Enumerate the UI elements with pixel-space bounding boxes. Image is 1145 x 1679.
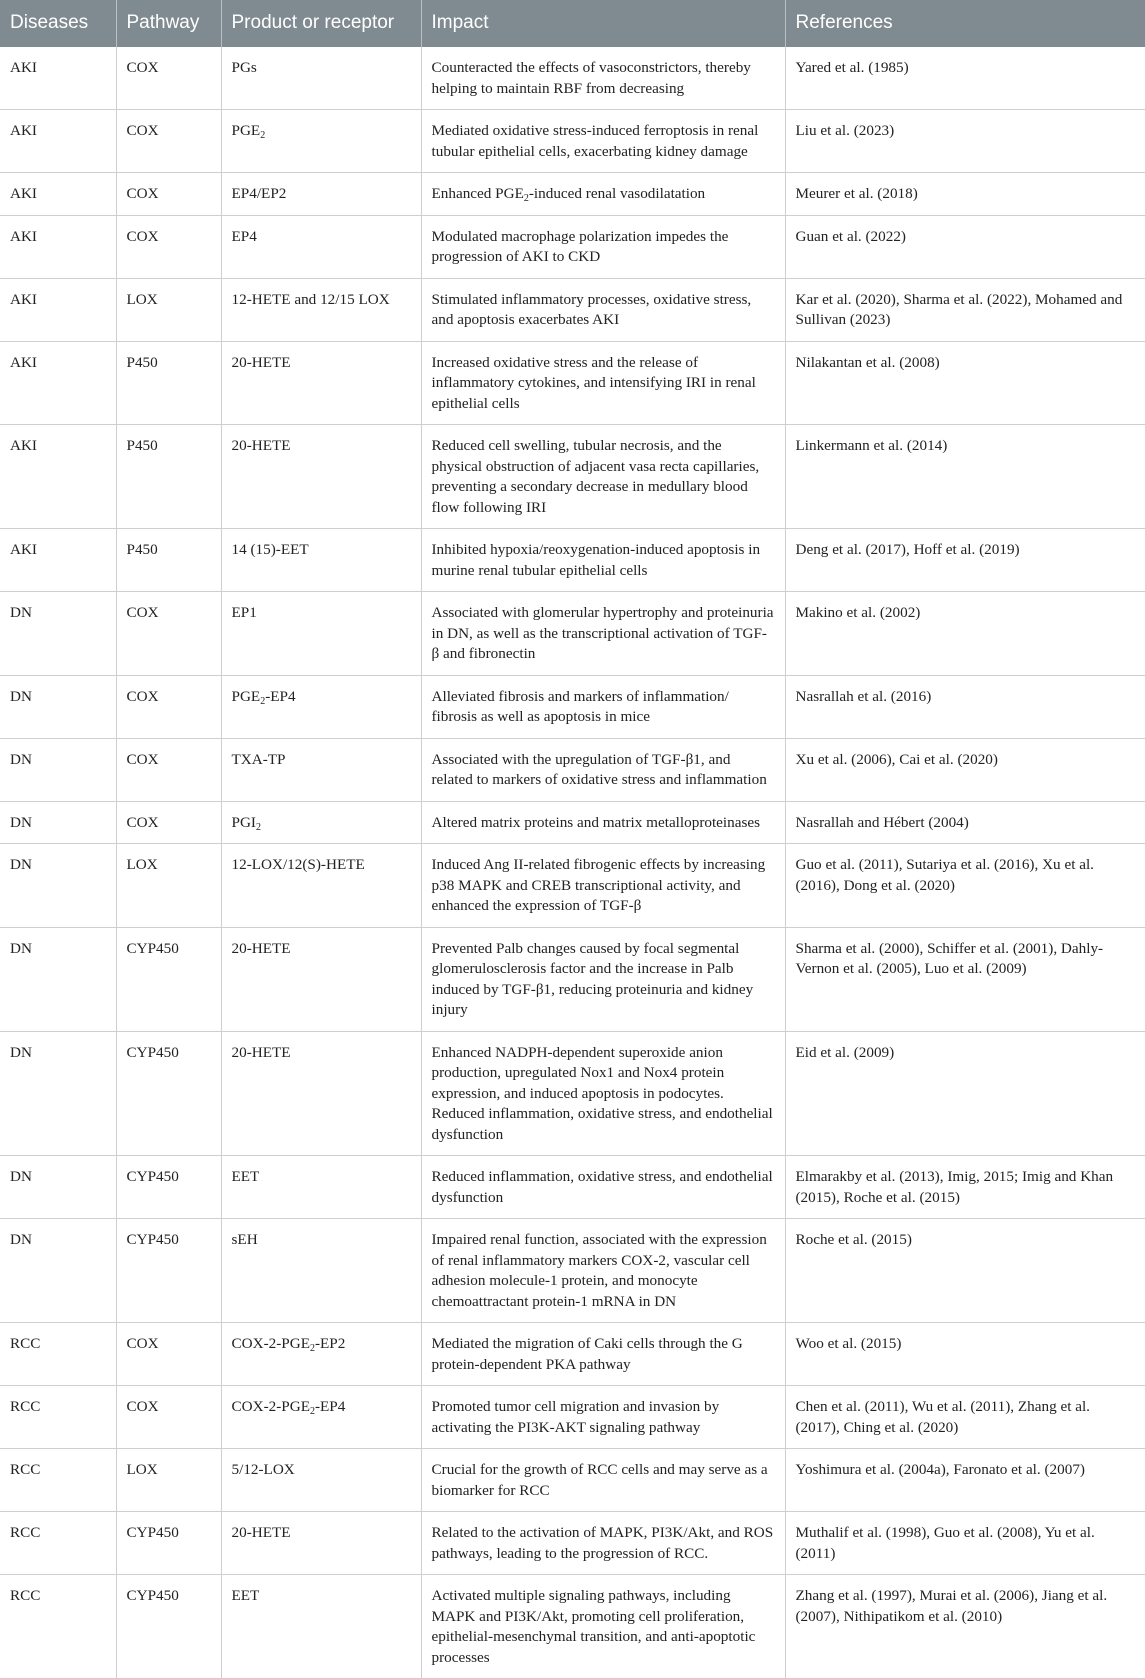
cell-product-or-receptor: 20-HETE (221, 341, 421, 425)
header-pathway: Pathway (116, 0, 221, 47)
table-row (0, 110, 1145, 173)
cell-disease: DN (0, 738, 116, 801)
cell-references: Guan et al. (2022) (785, 215, 1145, 278)
table-row (0, 592, 1145, 676)
cell-impact: Reduced cell swelling, tubular necrosis, and the physical obstruction of adjacent vasa recta capillaries, preventing a secondary decrease in medullary blood flow following IRI (421, 425, 785, 529)
cell-product-or-receptor: $PGE_2-EP4$ (221, 675, 421, 738)
cell-references: Kar et al. (2020), Sharma et al. (2022), Mohamed and Sullivan (2023) (785, 278, 1145, 341)
cell-pathway: LOX (116, 1449, 221, 1512)
table-row (0, 173, 1145, 216)
cell-pathway: CYP450 (116, 1031, 221, 1156)
cell-references: Yared et al. (1985) (785, 47, 1145, 110)
table-header (0, 0, 1145, 47)
cell-impact: Counteracted the effects of vasoconstrictors, thereby helping to maintain RBF from decreasing (421, 47, 785, 110)
cell-impact: Altered matrix proteins and matrix metalloproteinases (421, 801, 785, 844)
table-row (0, 215, 1145, 278)
cell-pathway: COX (116, 738, 221, 801)
cell-impact: Enhanced NADPH-dependent superoxide anion production, upregulated Nox1 and Nox4 protein expression, and induced apoptosis in podocytes. Reduced inflammation, oxidative stress, and endothelial dysfunction (421, 1031, 785, 1156)
table-row (0, 738, 1145, 801)
cell-product-or-receptor: 20-HETE (221, 425, 421, 529)
table-row (0, 1156, 1145, 1219)
cell-impact: Reduced inflammation, oxidative stress, and endothelial dysfunction (421, 1156, 785, 1219)
header-row (0, 0, 1145, 47)
table-row (0, 675, 1145, 738)
cell-product-or-receptor: 20-HETE (221, 1512, 421, 1575)
cell-disease: DN (0, 592, 116, 676)
cell-references: Nilakantan et al. (2008) (785, 341, 1145, 425)
table-row (0, 1219, 1145, 1323)
cell-product-or-receptor: 12-HETE and 12/15 LOX (221, 278, 421, 341)
cell-impact: Crucial for the growth of RCC cells and may serve as a biomarker for RCC (421, 1449, 785, 1512)
cell-pathway: CYP450 (116, 1512, 221, 1575)
table-row (0, 1386, 1145, 1449)
cell-impact: Mediated oxidative stress-induced ferroptosis in renal tubular epithelial cells, exacerbating kidney damage (421, 110, 785, 173)
cell-disease: AKI (0, 47, 116, 110)
cell-disease: DN (0, 801, 116, 844)
cell-disease: DN (0, 844, 116, 928)
cell-pathway: CYP450 (116, 1575, 221, 1679)
cell-impact: Modulated macrophage polarization impedes the progression of AKI to CKD (421, 215, 785, 278)
cell-pathway: COX (116, 173, 221, 216)
cell-product-or-receptor: EP4 (221, 215, 421, 278)
cell-references: Meurer et al. (2018) (785, 173, 1145, 216)
cell-references: Chen et al. (2011), Wu et al. (2011), Zhang et al. (2017), Ching et al. (2020) (785, 1386, 1145, 1449)
cell-pathway: CYP450 (116, 1156, 221, 1219)
cell-impact: Increased oxidative stress and the release of inflammatory cytokines, and intensifying IRI in renal epithelial cells (421, 341, 785, 425)
cell-impact: Stimulated inflammatory processes, oxidative stress, and apoptosis exacerbates AKI (421, 278, 785, 341)
cell-references: Liu et al. (2023) (785, 110, 1145, 173)
cell-disease: AKI (0, 341, 116, 425)
cell-references: Deng et al. (2017), Hoff et al. (2019) (785, 529, 1145, 592)
cell-disease: RCC (0, 1386, 116, 1449)
cell-pathway: LOX (116, 844, 221, 928)
table-row (0, 425, 1145, 529)
table-row (0, 1323, 1145, 1386)
cell-pathway: COX (116, 110, 221, 173)
cell-disease: RCC (0, 1323, 116, 1386)
cell-pathway: COX (116, 592, 221, 676)
cell-product-or-receptor: $PGE_2$ (221, 110, 421, 173)
cell-references: Nasrallah and Hébert (2004) (785, 801, 1145, 844)
cell-disease: AKI (0, 425, 116, 529)
cell-references: Linkermann et al. (2014) (785, 425, 1145, 529)
cell-product-or-receptor: 20-HETE (221, 927, 421, 1031)
cell-product-or-receptor: 20-HETE (221, 1031, 421, 1156)
cell-impact: Prevented Palb changes caused by focal segmental glomerulosclerosis factor and the increase in Palb induced by TGF-β1, reducing proteinuria and kidney injury (421, 927, 785, 1031)
cell-pathway: COX (116, 47, 221, 110)
cell-disease: AKI (0, 278, 116, 341)
cell-references: Sharma et al. (2000), Schiffer et al. (2001), Dahly-Vernon et al. (2005), Luo et al. (2009) (785, 927, 1145, 1031)
cell-disease: RCC (0, 1512, 116, 1575)
cell-product-or-receptor: 12-LOX/12(S)-HETE (221, 844, 421, 928)
cell-references: Nasrallah et al. (2016) (785, 675, 1145, 738)
cell-impact: Inhibited hypoxia/reoxygenation-induced apoptosis in murine renal tubular epithelial cells (421, 529, 785, 592)
cell-references: Elmarakby et al. (2013), Imig, 2015; Imig and Khan (2015), Roche et al. (2015) (785, 1156, 1145, 1219)
cell-product-or-receptor: EET (221, 1575, 421, 1679)
cell-references: Muthalif et al. (1998), Guo et al. (2008), Yu et al. (2011) (785, 1512, 1145, 1575)
header-product-or-receptor: Product or receptor (221, 0, 421, 47)
table-row (0, 1449, 1145, 1512)
cell-pathway: P450 (116, 529, 221, 592)
header-references: References (785, 0, 1145, 47)
cell-disease: RCC (0, 1575, 116, 1679)
table-row (0, 1031, 1145, 1156)
cell-references: Woo et al. (2015) (785, 1323, 1145, 1386)
cell-disease: AKI (0, 529, 116, 592)
cell-pathway: COX (116, 215, 221, 278)
cell-product-or-receptor: EP1 (221, 592, 421, 676)
table-row (0, 927, 1145, 1031)
cell-product-or-receptor: TXA-TP (221, 738, 421, 801)
cell-impact: Related to the activation of MAPK, PI3K/Akt, and ROS pathways, leading to the progression of RCC. (421, 1512, 785, 1575)
cell-references: Zhang et al. (1997), Murai et al. (2006), Jiang et al. (2007), Nithipatikom et al. (2010) (785, 1575, 1145, 1679)
cell-impact: Induced Ang II-related fibrogenic effects by increasing p38 MAPK and CREB transcriptional activity, and enhanced the expression of TGF-β (421, 844, 785, 928)
cell-disease: DN (0, 1219, 116, 1323)
cell-product-or-receptor: EET (221, 1156, 421, 1219)
header-impact: Impact (421, 0, 785, 47)
cell-product-or-receptor: $PGI_2$ (221, 801, 421, 844)
cell-disease: DN (0, 1031, 116, 1156)
cell-references: Roche et al. (2015) (785, 1219, 1145, 1323)
cell-references: Guo et al. (2011), Sutariya et al. (2016), Xu et al. (2016), Dong et al. (2020) (785, 844, 1145, 928)
cell-disease: AKI (0, 110, 116, 173)
cell-product-or-receptor: sEH (221, 1219, 421, 1323)
cell-pathway: COX (116, 1323, 221, 1386)
cell-impact: Activated multiple signaling pathways, including MAPK and PI3K/Akt, promoting cell proliferation, epithelial-mesenchymal transition, and anti-apoptotic processes (421, 1575, 785, 1679)
cell-references: Xu et al. (2006), Cai et al. (2020) (785, 738, 1145, 801)
table-row (0, 341, 1145, 425)
cell-references: Eid et al. (2009) (785, 1031, 1145, 1156)
table-row (0, 47, 1145, 110)
table-body (0, 47, 1145, 1679)
cell-pathway: COX (116, 1386, 221, 1449)
cell-impact: Promoted tumor cell migration and invasion by activating the PI3K-AKT signaling pathway (421, 1386, 785, 1449)
cell-impact: Enhanced $PGE_2$-induced renal vasodilatation (421, 173, 785, 216)
cell-product-or-receptor: 5/12-LOX (221, 1449, 421, 1512)
cell-pathway: CYP450 (116, 1219, 221, 1323)
header-diseases: Diseases (0, 0, 116, 47)
table-row (0, 844, 1145, 928)
table-row (0, 278, 1145, 341)
cell-product-or-receptor: COX-$2-PGE_2-EP2$ (221, 1323, 421, 1386)
cell-pathway: P450 (116, 425, 221, 529)
table-row (0, 529, 1145, 592)
cell-disease: DN (0, 1156, 116, 1219)
cell-pathway: COX (116, 801, 221, 844)
cell-references: Yoshimura et al. (2004a), Faronato et al. (2007) (785, 1449, 1145, 1512)
cell-disease: DN (0, 675, 116, 738)
cell-references: Makino et al. (2002) (785, 592, 1145, 676)
cell-pathway: P450 (116, 341, 221, 425)
cell-pathway: COX (116, 675, 221, 738)
cell-pathway: CYP450 (116, 927, 221, 1031)
cell-impact: Impaired renal function, associated with the expression of renal inflammatory markers COX-2, vascular cell adhesion molecule-1 protein, and monocyte chemoattractant protein-1 mRNA in DN (421, 1219, 785, 1323)
cell-product-or-receptor: COX-$2-PGE_2-EP4$ (221, 1386, 421, 1449)
cell-impact: Mediated the migration of Caki cells through the G protein-dependent PKA pathway (421, 1323, 785, 1386)
cell-product-or-receptor: EP4/EP2 (221, 173, 421, 216)
cell-impact: Alleviated fibrosis and markers of inflammation/ fibrosis as well as apoptosis in mice (421, 675, 785, 738)
cell-product-or-receptor: PGs (221, 47, 421, 110)
table-row (0, 801, 1145, 844)
cell-disease: RCC (0, 1449, 116, 1512)
cell-impact: Associated with the upregulation of TGF-β1, and related to markers of oxidative stress and inflammation (421, 738, 785, 801)
cell-disease: AKI (0, 173, 116, 216)
cell-disease: AKI (0, 215, 116, 278)
cell-pathway: LOX (116, 278, 221, 341)
cell-impact: Associated with glomerular hypertrophy and proteinuria in DN, as well as the transcriptional activation of TGF-β and fibronectin (421, 592, 785, 676)
cell-disease: DN (0, 927, 116, 1031)
table-row (0, 1512, 1145, 1575)
cell-product-or-receptor: 14 (15)-EET (221, 529, 421, 592)
